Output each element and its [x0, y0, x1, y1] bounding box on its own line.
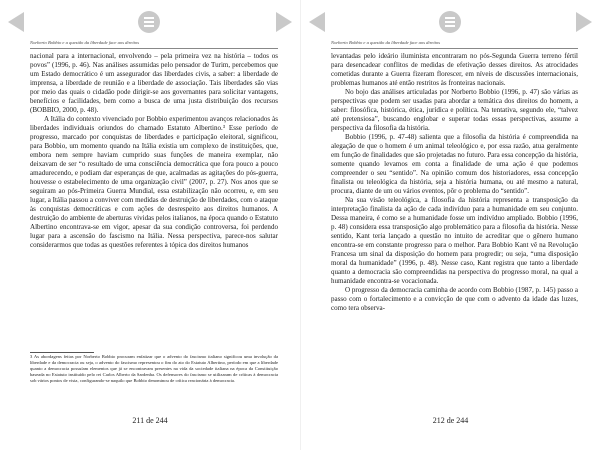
- paragraph: nacional para a internacional, envolvendo – pela primeira vez na história – todos os povos” (1996, p. 46). Nas análises assumidas pelo pensador de Turim, percebemos que um Estado democrático é um assegurador das liberdades civis, a saber: a liberdade de imprensa, a liberdade de reunião e a liberdade de associação. Tais liberdades são vias por meio das quais o cidadão pode dirigir-se aos governantes para solicitar vantagens, benefícios e facilidades, bem como a busca de uma justa distribuição dos recursos (BOBBIO, 2000, p. 48).: [30, 52, 278, 114]
- previous-page-arrow-icon[interactable]: [8, 12, 24, 32]
- page-number: 212 de 244: [432, 416, 469, 425]
- next-page-arrow-icon[interactable]: [576, 12, 592, 32]
- right-page-nav: [301, 0, 600, 40]
- footnote: 3 As abordagens feitas por Norberto Bobbio procuram enfatizar que o advento do fascismo italiano significou uma involução da liberdade e da democracia ou seja, o advento do fascismo representou o fim do ato do Estatuto Albertino, período em que a liberdade quanto a democracia possuíam elementos que já se encontravam presentes na vida da sociedade italiana na época da Constituição baseada no Estatuto instituído pelo rei Carlos Alberto da Sardenha. Os defensores do fascismo se utilizaram de críticas à democracia sob vários pontos de vista, configurando-se naquilo que Bobbio denominou de crítica reacionária à democracia.: [30, 354, 278, 383]
- paragraph: Na sua visão teleológica, a filosofia da história representa a transposição da interpretação finalista da ação de cada indivíduo para a humanidade em seu conjunto. Dessa maneira, é como se a humanidade fosse um indivíduo ampliado. Bobbio (1996, p. 48) considera essa transposição algo problemático para a filosofia da história. Nesse sentido, Kant teria lançado a questão no intuito de acreditar que o gênero humano encontra-se em constante progresso para o melhor. Para Bobbio Kant vê na Revolução Francesa um sinal da disposição do homem para progredir; ou seja, “uma disposição moral da humanidade” (1996, p. 48). Nesse caso, Kant registra que tanto a liberdade quanto a democracia são compreendidas na perspectiva do progresso moral, na qual a humanidade encontra-se vocacionada.: [331, 196, 578, 285]
- page-number: 211 de 244: [132, 416, 168, 425]
- paragraph: No bojo das análises articuladas por Norberto Bobbio (1996, p. 47) são várias as perspectivas que podem ser usadas para abordar a temática dos direitos do homem, a saber: filosófica, histórica, ética, jurídica e política. Na tentativa, segundo ele, “talvez até pretensiosa”, buscando englobar e superar todas essas perspectivas, assume a perspectiva da filosofia da história.: [331, 88, 578, 132]
- next-page-arrow-icon[interactable]: [276, 12, 292, 32]
- body-text: [30, 52, 278, 250]
- paragraph: levantadas pelo ideário iluminista encontraram no pós-Segunda Guerra terreno fértil para desencadear conflitos de medidas de efetivação desses direitos. As atrocidades cometidas durante a Guerra fizeram florescer, em níveis de discussões internacionais, problemas humanos até então restritos às fronteiras nacionais.: [331, 52, 578, 87]
- previous-page-arrow-icon[interactable]: [309, 12, 325, 32]
- header-rule: [30, 48, 278, 49]
- menu-icon[interactable]: [439, 11, 461, 33]
- paragraph: Bobbio (1996, p. 47-48) salienta que a filosofia da história é compreendida na alegação de que o homem é um animal teleológico e, por essa razão, atua geralmente em função de finalidades que são projetadas no futuro. Para essa concepção da história, somente quando levamos em conta a finalidade de uma ação é que podemos compreender o seu “sentido”. Na opinião comum dos historiadores, essa concepção finalista ou teleológica da história, seja a história humana, ou até mesmo a natural, procura, diante de um ou vários eventos, pôr o problema do “sentido”.: [331, 133, 578, 195]
- left-page-nav: [0, 0, 300, 40]
- body-text: [331, 52, 578, 313]
- footnote-rule: [30, 352, 94, 353]
- paragraph: A Itália do contexto vivenciado por Bobbio experimentou avanços relacionados às liberdades individuais oriundos do chamado Estatuto Albertino.³ Esse período de progresso, marcado por conquistas de liberdades e participação eleitoral, significou, para Bobbio, um momento quando na Itália existia um complexo de instituições, que, embora nem sempre haviam cumprido suas funções de maneira exemplar, não deixavam de ser “o resultado de uma consciência democrática que fora pouco a pouco amadurecendo, e podiam dar esperanças de que, acalmadas as agitações do pós-guerra, houvesse o estabelecimento de uma organização civil” (2007, p. 27). Nos anos que se seguiram ao pós-Primeira Guerra Mundial, essa estabilização não ocorreu, e, em seu lugar, a Itália passou a conviver com medidas de destruição de liberdades, com o ataque às conquistas democráticas e com ações de desrespeito aos direitos humanos. A destruição do ambiente de aberturas vividas pelos italianos, na época quando o Estatuto Albertino encontrava-se em vigor, apesar da sua condição controversa, foi perdendo lugar para a ascensão do fascismo na Itália. Nessa perspectiva, parece-nos salutar considerarmos que todas as questões referentes à tópica dos direitos humanos: [30, 115, 278, 249]
- running-header: Norberto Bobbio e a questão da liberdade face aos direitos: [30, 40, 140, 45]
- running-header: Norberto Bobbio e a questão da liberdade face aos direitos: [331, 40, 441, 45]
- header-rule: [331, 48, 578, 49]
- right-page: [300, 0, 600, 450]
- menu-icon[interactable]: [138, 11, 160, 33]
- paragraph: O progresso da democracia caminha de acordo com Bobbio (1987, p. 145) passo a passo com o fortalecimento e a convicção de que com o advento da idade das luzes, como tera observa-: [331, 286, 578, 312]
